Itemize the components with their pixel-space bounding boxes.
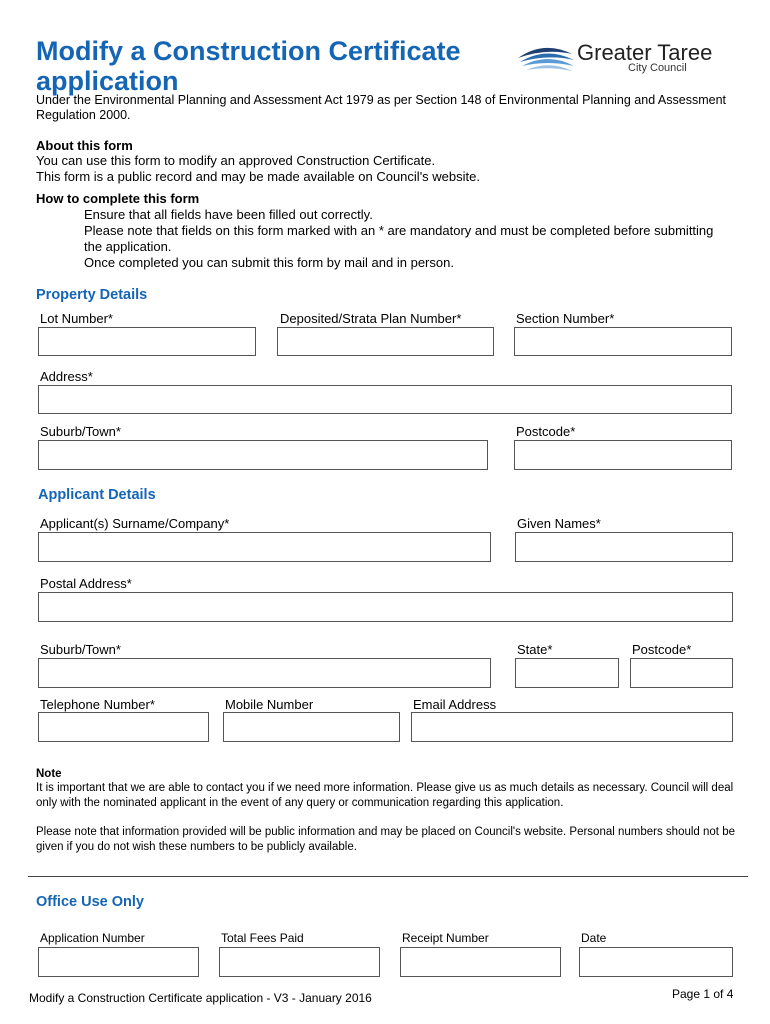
note-heading: Note xyxy=(36,768,62,780)
telephone-label: Telephone Number* xyxy=(40,697,155,712)
section-divider xyxy=(28,876,748,877)
given-names-input[interactable] xyxy=(515,532,733,562)
dp-number-input[interactable] xyxy=(277,327,494,356)
property-postcode-input[interactable] xyxy=(514,440,732,470)
page-title: Modify a Construction Certificate application xyxy=(36,36,461,96)
surname-input[interactable] xyxy=(38,532,491,562)
date-input[interactable] xyxy=(579,947,733,977)
how-step: Ensure that all fields have been filled out correctly. xyxy=(84,207,373,222)
footer-document-name: Modify a Construction Certificate application - V3 - January 2016 xyxy=(29,991,372,1005)
date-label: Date xyxy=(581,931,607,945)
telephone-input[interactable] xyxy=(38,712,209,742)
application-number-label: Application Number xyxy=(40,931,145,945)
how-step: Once completed you can submit this form by mail and in person. xyxy=(84,255,454,270)
postal-address-label: Postal Address* xyxy=(40,576,132,591)
email-label: Email Address xyxy=(413,697,497,712)
application-number-input[interactable] xyxy=(38,947,199,977)
receipt-number-label: Receipt Number xyxy=(402,931,489,945)
lot-number-input[interactable] xyxy=(38,327,256,356)
logo-name: Greater Taree xyxy=(577,40,713,65)
address-input[interactable] xyxy=(38,385,732,414)
property-postcode-label: Postcode* xyxy=(516,424,576,439)
total-fees-input[interactable] xyxy=(219,947,380,977)
how-step: Please note that fields on this form marked with an * are mandatory and must be completed before submitting the application. xyxy=(84,223,714,254)
how-steps xyxy=(36,207,716,271)
office-section-heading: Office Use Only xyxy=(36,894,144,910)
section-number-label: Section Number* xyxy=(516,311,615,326)
applicant-suburb-label: Suburb/Town* xyxy=(40,642,121,657)
property-suburb-input[interactable] xyxy=(38,440,488,470)
applicant-suburb-input[interactable] xyxy=(38,658,491,688)
about-heading: About this form xyxy=(36,138,133,153)
property-section-heading: Property Details xyxy=(36,287,148,303)
about-line-2: This form is a public record and may be made available on Council's website. xyxy=(36,169,480,184)
about-line-1: You can use this form to modify an approved Construction Certificate. xyxy=(36,153,436,168)
total-fees-label: Total Fees Paid xyxy=(221,931,304,945)
note-paragraph-1: It is important that we are able to contact you if we need more information. Please give us as much details as necessary. Council will deal only with the nominated applicant in the event of any query or communication regarding this application. xyxy=(36,782,734,809)
section-number-input[interactable] xyxy=(514,327,732,356)
applicant-section-heading: Applicant Details xyxy=(38,487,156,503)
email-input[interactable] xyxy=(411,712,733,742)
mobile-input[interactable] xyxy=(223,712,400,742)
applicant-postcode-label: Postcode* xyxy=(632,642,692,657)
intro-text: Under the Environmental Planning and Assessment Act 1979 as per Section 148 of Environmental Planning and Assessment Regulation 2000. xyxy=(36,93,727,122)
lot-number-label: Lot Number* xyxy=(40,311,113,326)
how-heading: How to complete this form xyxy=(36,191,200,206)
address-label: Address* xyxy=(40,369,93,384)
dp-number-label: Deposited/Strata Plan Number* xyxy=(280,311,462,326)
state-input[interactable] xyxy=(515,658,619,688)
property-suburb-label: Suburb/Town* xyxy=(40,424,121,439)
postal-address-input[interactable] xyxy=(38,592,733,622)
applicant-postcode-input[interactable] xyxy=(630,658,733,688)
state-label: State* xyxy=(517,642,553,657)
given-names-label: Given Names* xyxy=(517,516,601,531)
logo-subtitle: City Council xyxy=(628,62,687,74)
note-paragraph-2: Please note that information provided will be public information and may be placed on Council's website. Personal numbers should not be given if you do not wish these numbers to be publicly available. xyxy=(36,826,735,853)
surname-label: Applicant(s) Surname/Company* xyxy=(40,516,230,531)
mobile-label: Mobile Number xyxy=(225,697,314,712)
receipt-number-input[interactable] xyxy=(400,947,561,977)
footer-page-number: Page 1 of 4 xyxy=(672,987,734,1001)
